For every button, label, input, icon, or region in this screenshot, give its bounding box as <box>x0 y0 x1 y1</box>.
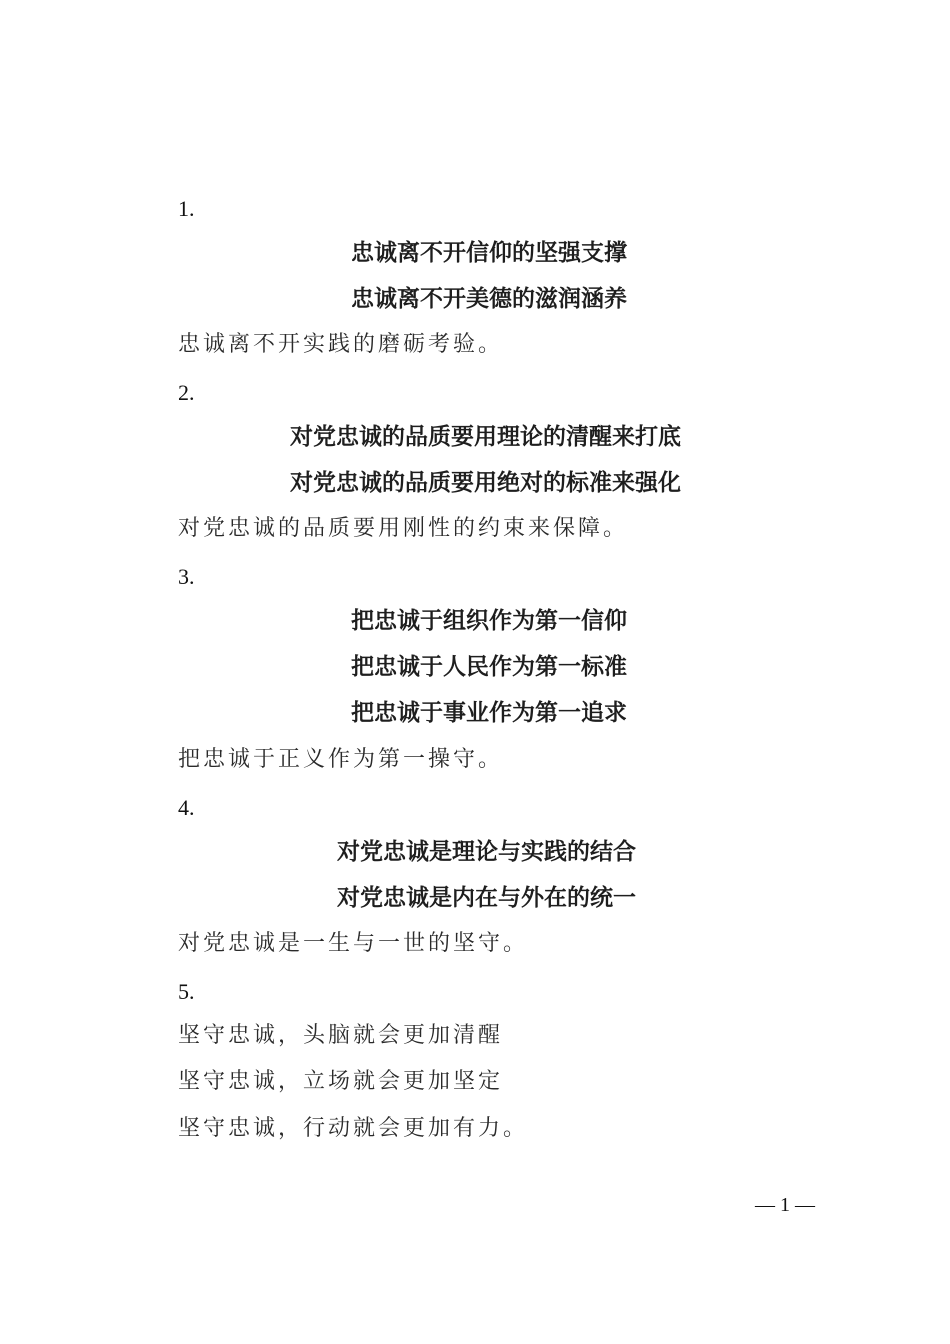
section-number: 3. <box>178 564 195 589</box>
section-heading: 对党忠诚是理论与实践的结合 <box>337 838 636 865</box>
section-body-line: 坚守忠诚，立场就会更加坚定 <box>178 1069 504 1094</box>
section-body-line: 对党忠诚是一生与一世的坚守。 <box>178 931 529 956</box>
section-heading: 对党忠诚的品质要用理论的清醒来打底 <box>290 423 681 450</box>
section-heading: 忠诚离不开信仰的坚强支撑 <box>351 239 627 266</box>
page-number: — 1 — <box>755 1194 815 1216</box>
section-body-line: 对党忠诚的品质要用刚性的约束来保障。 <box>178 516 629 541</box>
section-heading: 对党忠诚的品质要用绝对的标准来强化 <box>290 469 681 496</box>
section-heading: 忠诚离不开美德的滋润涵养 <box>351 285 627 312</box>
section-number: 5. <box>178 979 195 1004</box>
section-heading: 把忠诚于组织作为第一信仰 <box>351 607 627 634</box>
section-body-line: 忠诚离不开实践的磨砺考验。 <box>178 332 504 357</box>
section-heading: 把忠诚于人民作为第一标准 <box>351 653 627 680</box>
section-heading: 对党忠诚是内在与外在的统一 <box>337 884 636 911</box>
section-body-line: 把忠诚于正义作为第一操守。 <box>178 747 504 772</box>
section-body-line: 坚守忠诚，行动就会更加有力。 <box>178 1116 529 1141</box>
section-body-line: 坚守忠诚，头脑就会更加清醒 <box>178 1023 504 1048</box>
section-number: 1. <box>178 196 195 221</box>
section-number: 4. <box>178 795 195 820</box>
section-number: 2. <box>178 380 195 405</box>
section-heading: 把忠诚于事业作为第一追求 <box>351 699 627 726</box>
